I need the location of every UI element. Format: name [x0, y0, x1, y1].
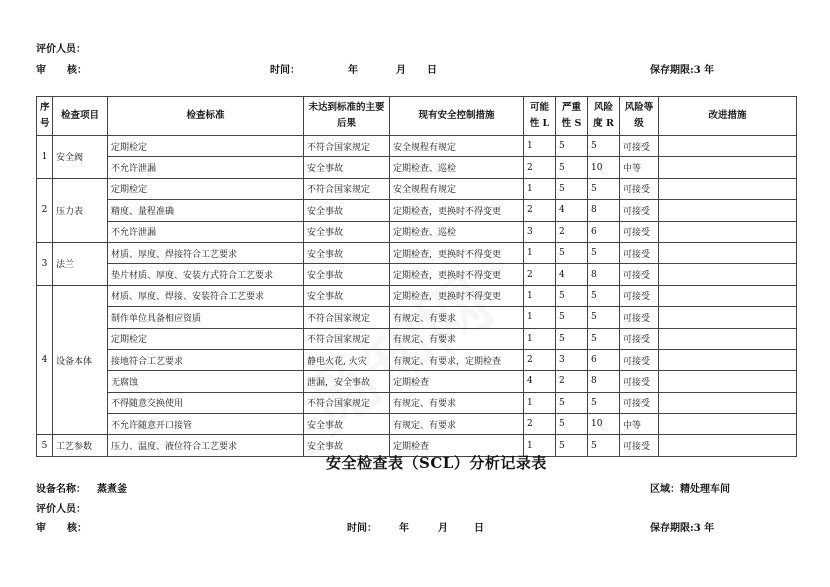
top-time-label: 时间：	[270, 65, 300, 76]
cell-improvement	[659, 221, 797, 242]
cell-risk: 5	[588, 285, 620, 306]
cell-improvement	[659, 264, 797, 285]
cell-level: 可接受	[620, 178, 659, 199]
cell-consequence: 不符合国家规定	[304, 392, 390, 413]
cell-likelihood: 1	[524, 136, 556, 157]
cell-likelihood: 1	[524, 178, 556, 199]
cell-standard: 不允许泄漏	[108, 221, 304, 242]
table-row	[37, 178, 797, 199]
table-row	[37, 221, 797, 242]
cell-measure: 定期检查、巡检	[390, 157, 524, 178]
cell-consequence: 安全事故	[304, 414, 390, 435]
cell-severity: 5	[556, 414, 588, 435]
header-improvement: 改进措施	[659, 97, 797, 136]
cell-level: 可接受	[620, 221, 659, 242]
cell-severity: 2	[556, 221, 588, 242]
scl-table	[36, 96, 797, 457]
cell-item: 设备本体	[53, 285, 108, 435]
cell-improvement	[659, 414, 797, 435]
cell-measure: 安全规程有规定	[390, 178, 524, 199]
table-row	[37, 371, 797, 392]
bottom-year-label: 年	[399, 523, 409, 534]
cell-standard: 垫片材质、厚度、安装方式符合工艺要求	[108, 264, 304, 285]
cell-level: 中等	[620, 414, 659, 435]
cell-item: 工艺参数	[53, 435, 108, 456]
cell-consequence: 不符合国家规定	[304, 307, 390, 328]
table-row	[37, 157, 797, 178]
cell-level: 可接受	[620, 200, 659, 221]
cell-severity: 5	[556, 136, 588, 157]
cell-measure: 有规定、有要求	[390, 414, 524, 435]
header-item: 检查项目	[53, 97, 108, 136]
cell-severity: 5	[556, 307, 588, 328]
cell-risk: 5	[588, 178, 620, 199]
cell-level: 可接受	[620, 349, 659, 370]
cell-level: 可接受	[620, 435, 659, 456]
table-header-row	[37, 97, 797, 136]
table-row	[37, 200, 797, 221]
cell-severity: 3	[556, 349, 588, 370]
cell-level: 可接受	[620, 264, 659, 285]
cell-standard: 材质、厚度、焊接符合工艺要求	[108, 242, 304, 263]
top-retention: 保存期限:3 年	[650, 65, 715, 76]
cell-standard: 制作单位具备相应资质	[108, 307, 304, 328]
cell-likelihood: 2	[524, 200, 556, 221]
cell-standard: 不得随意交换使用	[108, 392, 304, 413]
cell-risk: 5	[588, 392, 620, 413]
cell-consequence: 安全事故	[304, 221, 390, 242]
cell-likelihood: 2	[524, 157, 556, 178]
cell-item: 法兰	[53, 242, 108, 285]
cell-improvement	[659, 200, 797, 221]
cell-improvement	[659, 178, 797, 199]
cell-risk: 5	[588, 307, 620, 328]
cell-consequence: 不符合国家规定	[304, 328, 390, 349]
cell-measure: 有规定、有要求	[390, 392, 524, 413]
cell-no: 2	[37, 178, 53, 242]
table-row	[37, 307, 797, 328]
table-row	[37, 328, 797, 349]
cell-standard: 压力、温度、液位符合工艺要求	[108, 435, 304, 456]
bottom-day-label: 日	[474, 523, 484, 534]
cell-level: 可接受	[620, 136, 659, 157]
cell-improvement	[659, 242, 797, 263]
cell-risk: 6	[588, 349, 620, 370]
cell-standard: 定期检定	[108, 136, 304, 157]
area-label: 区域：	[650, 484, 680, 495]
cell-consequence: 泄漏，安全事故	[304, 371, 390, 392]
cell-measure: 安全规程有规定	[390, 136, 524, 157]
cell-measure: 定期检查，更换时不得变更	[390, 242, 524, 263]
cell-measure: 定期检查	[390, 435, 524, 456]
cell-measure: 定期检查	[390, 371, 524, 392]
cell-risk: 6	[588, 221, 620, 242]
cell-consequence: 安全事故	[304, 157, 390, 178]
cell-likelihood: 1	[524, 392, 556, 413]
cell-severity: 5	[556, 285, 588, 306]
table-row	[37, 136, 797, 157]
cell-level: 可接受	[620, 307, 659, 328]
cell-consequence: 安全事故	[304, 242, 390, 263]
cell-severity: 4	[556, 200, 588, 221]
cell-severity: 5	[556, 157, 588, 178]
cell-likelihood: 3	[524, 221, 556, 242]
area-value: 精处理车间	[680, 484, 730, 495]
device-value: 蒸煮釜	[97, 484, 127, 495]
cell-severity: 5	[556, 328, 588, 349]
cell-likelihood: 1	[524, 307, 556, 328]
cell-improvement	[659, 371, 797, 392]
cell-standard: 定期检定	[108, 328, 304, 349]
cell-item: 压力表	[53, 178, 108, 242]
header-severity: 严重性 S	[556, 97, 588, 136]
cell-consequence: 安全事故	[304, 200, 390, 221]
cell-improvement	[659, 435, 797, 456]
cell-standard: 接地符合工艺要求	[108, 349, 304, 370]
cell-risk: 5	[588, 242, 620, 263]
cell-consequence: 静电火花, 火灾	[304, 349, 390, 370]
cell-measure: 定期检查，更换时不得变更	[390, 200, 524, 221]
cell-improvement	[659, 285, 797, 306]
cell-measure: 有规定、有要求	[390, 307, 524, 328]
cell-level: 可接受	[620, 285, 659, 306]
cell-severity: 5	[556, 242, 588, 263]
header-standard: 检查标准	[108, 97, 304, 136]
cell-improvement	[659, 392, 797, 413]
cell-measure: 有规定、有要求	[390, 328, 524, 349]
header-measure: 现有安全控制措施	[390, 97, 524, 136]
cell-no: 4	[37, 285, 53, 435]
top-month-label: 月	[396, 65, 406, 76]
cell-standard: 材质、厚度、焊接、安装符合工艺要求	[108, 285, 304, 306]
cell-likelihood: 1	[524, 328, 556, 349]
cell-likelihood: 1	[524, 242, 556, 263]
cell-risk: 5	[588, 136, 620, 157]
cell-no: 1	[37, 136, 53, 179]
cell-level: 可接受	[620, 371, 659, 392]
cell-severity: 5	[556, 178, 588, 199]
table-row	[37, 349, 797, 370]
cell-improvement	[659, 157, 797, 178]
cell-risk: 8	[588, 264, 620, 285]
cell-risk: 5	[588, 328, 620, 349]
header-consequence: 未达到标准的主要后果	[304, 97, 390, 136]
top-reviewer-label: 审	[36, 65, 46, 76]
header-risk: 风险度 R	[588, 97, 620, 136]
cell-consequence: 安全事故	[304, 435, 390, 456]
cell-likelihood: 1	[524, 435, 556, 456]
top-evaluator-label: 评价人员：	[36, 44, 86, 55]
cell-risk: 10	[588, 157, 620, 178]
table-row	[37, 285, 797, 306]
cell-severity: 5	[556, 435, 588, 456]
cell-consequence: 不符合国家规定	[304, 178, 390, 199]
bottom-month-label: 月	[438, 523, 448, 534]
cell-no: 3	[37, 242, 53, 285]
cell-standard: 无腐蚀	[108, 371, 304, 392]
table-row	[37, 414, 797, 435]
cell-improvement	[659, 349, 797, 370]
cell-likelihood: 2	[524, 349, 556, 370]
bottom-retention: 保存期限:3 年	[650, 523, 715, 534]
cell-severity: 5	[556, 392, 588, 413]
cell-measure: 定期检查、巡检	[390, 221, 524, 242]
cell-level: 中等	[620, 157, 659, 178]
cell-risk: 8	[588, 200, 620, 221]
bottom-reviewer-label-2: 核：	[67, 523, 87, 534]
table-row	[37, 242, 797, 263]
cell-level: 可接受	[620, 242, 659, 263]
cell-risk: 10	[588, 414, 620, 435]
top-day-label: 日	[427, 65, 437, 76]
cell-level: 可接受	[620, 392, 659, 413]
table-row	[37, 392, 797, 413]
cell-standard: 不允许随意开口接管	[108, 414, 304, 435]
cell-risk: 8	[588, 371, 620, 392]
cell-measure: 定期检查，更换时不得变更	[390, 264, 524, 285]
cell-no: 5	[37, 435, 53, 456]
header-level: 风险等级	[620, 97, 659, 136]
cell-improvement	[659, 136, 797, 157]
cell-consequence: 不符合国家规定	[304, 136, 390, 157]
bottom-evaluator-label: 评价人员：	[36, 504, 86, 515]
cell-measure: 定期检查，更换时不得变更	[390, 285, 524, 306]
bottom-reviewer-label: 审	[36, 523, 46, 534]
cell-likelihood: 2	[524, 414, 556, 435]
table-row	[37, 264, 797, 285]
table-body	[37, 136, 797, 457]
header-likelihood: 可能性 L	[524, 97, 556, 136]
cell-likelihood: 1	[524, 285, 556, 306]
device-label: 设备名称：	[36, 484, 86, 495]
cell-level: 可接受	[620, 328, 659, 349]
cell-standard: 不允许泄漏	[108, 157, 304, 178]
header-no: 序号	[37, 97, 53, 136]
cell-measure: 有规定、有要求，定期检查	[390, 349, 524, 370]
cell-severity: 2	[556, 371, 588, 392]
cell-likelihood: 2	[524, 264, 556, 285]
cell-consequence: 安全事故	[304, 285, 390, 306]
top-reviewer-label-2: 核：	[67, 65, 87, 76]
cell-consequence: 安全事故	[304, 264, 390, 285]
cell-item: 安全阀	[53, 136, 108, 179]
cell-severity: 4	[556, 264, 588, 285]
bottom-time-label: 时间：	[347, 523, 377, 534]
cell-standard: 定期检定	[108, 178, 304, 199]
page-title: 安全检查表（SCL）分析记录表	[326, 454, 547, 472]
cell-likelihood: 4	[524, 371, 556, 392]
cell-standard: 精度、量程准确	[108, 200, 304, 221]
cell-improvement	[659, 328, 797, 349]
top-year-label: 年	[348, 65, 358, 76]
cell-risk: 5	[588, 435, 620, 456]
cell-improvement	[659, 307, 797, 328]
